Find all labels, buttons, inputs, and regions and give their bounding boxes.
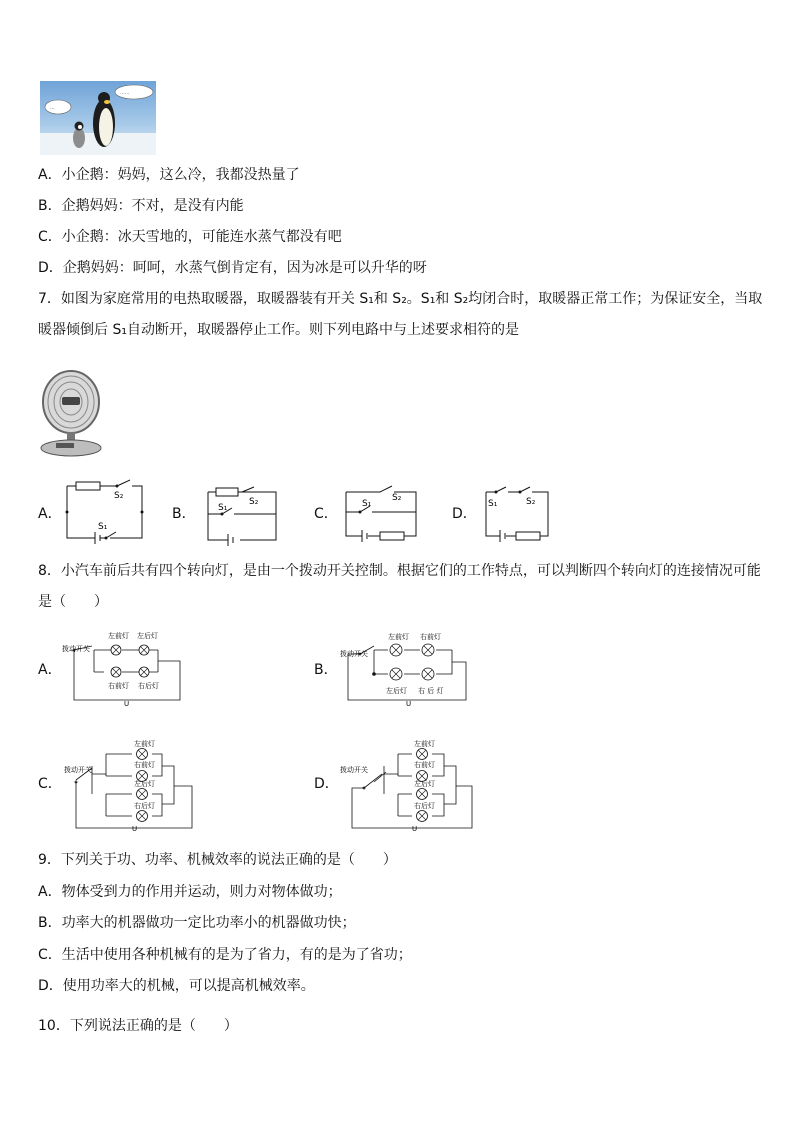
q7-stem-line1: 7．如图为家庭常用的电热取暖器，取暖器装有开关 S₁和 S₂。S₁和 S₂均闭合时，取暖器正常工作；为保证安全，当取 [38, 291, 763, 307]
q9-stem: 9．下列关于功、功率、机械效率的说法正确的是（ ） [38, 852, 397, 868]
q7-option-d-label: D． [452, 506, 477, 522]
q8a-left-rear: 左后灯 [137, 632, 158, 640]
q8c-right-front: 右前灯 [134, 761, 155, 769]
q8-option-a-label: A． [38, 662, 62, 678]
q8d-right-front: 右前灯 [414, 761, 435, 769]
q7d-s1: S₁ [488, 499, 498, 509]
q7-option-a-label: A． [38, 506, 62, 522]
q7-option-c-label: C． [314, 506, 338, 522]
q8-option-d-label: D． [314, 776, 339, 792]
q8d-left-rear: 左后灯 [414, 780, 435, 788]
q6-option-d: D．企鹅妈妈：呵呵，水蒸气倒肯定有，因为冰是可以升华的呀 [38, 260, 427, 276]
q7-circuit-c [340, 484, 420, 550]
q8d-switch: 拨动开关 [340, 766, 368, 774]
q7-stem-line2: 暖器倾倒后 S₁自动断开，取暖器停止工作。则下列电路中与上述要求相符的是 [38, 322, 519, 338]
q7b-s1: S₁ [218, 503, 228, 513]
q8-circuit-d [338, 734, 478, 832]
q8a-switch: 拨动开关 [62, 645, 90, 653]
q7-circuit-a [62, 477, 148, 547]
q8-circuit-a [62, 628, 188, 710]
q8b-right-front: 右前灯 [420, 633, 441, 641]
q7-option-b-label: B． [172, 506, 196, 522]
q8b-switch: 拨动开关 [340, 650, 368, 658]
q8-circuit-b [338, 628, 472, 708]
q7-circuit-b [200, 482, 282, 550]
q7b-s2: S₂ [249, 497, 259, 507]
bubble-left-text: ... [50, 105, 55, 111]
q7a-s2: S₂ [114, 491, 124, 501]
q9-option-b: B．功率大的机器做功一定比功率小的机器做功快； [38, 915, 356, 931]
q8c-left-front: 左前灯 [134, 740, 155, 748]
q8c-switch: 拨动开关 [64, 766, 92, 774]
q8c-u: U [132, 825, 138, 832]
bubble-right-text: ...... [120, 90, 130, 96]
q8b-left-rear: 左后灯 [386, 687, 407, 695]
q8-stem-line1: 8．小汽车前后共有四个转向灯，是由一个拨动开关控制。根据它们的工作特点，可以判断四个转向灯的连接情况可能 [38, 563, 761, 579]
q8b-left-front: 左前灯 [388, 633, 409, 641]
q6-option-c: C．小企鹅：冰天雪地的，可能连水蒸气都没有吧 [38, 229, 342, 245]
q9-option-c: C．生活中使用各种机械有的是为了省力，有的是为了省功； [38, 947, 412, 963]
q8b-right-rear: 右 后 灯 [418, 687, 444, 695]
q8b-u: U [406, 700, 412, 708]
q7-circuit-d [478, 484, 554, 548]
q8-option-c-label: C． [38, 776, 62, 792]
q7d-s2: S₂ [526, 497, 536, 507]
q8c-left-rear: 左后灯 [134, 780, 155, 788]
q8c-right-rear: 右后灯 [134, 802, 155, 810]
heater-image [38, 362, 106, 462]
q6-option-a: A．小企鹅：妈妈，这么冷，我都没热量了 [38, 167, 300, 183]
speech-bubble-left [45, 100, 71, 114]
penguin-image [40, 81, 156, 155]
q8a-u: U [124, 700, 130, 708]
q6-option-b: B．企鹅妈妈：不对，是没有内能 [38, 198, 244, 214]
q8-option-b-label: B． [314, 662, 338, 678]
q8a-left-front: 左前灯 [108, 632, 129, 640]
q10-stem: 10．下列说法正确的是（ ） [38, 1018, 238, 1034]
q8a-right-front: 右前灯 [108, 682, 129, 690]
q8-stem-line2: 是（ ） [38, 594, 108, 610]
q8a-right-rear: 右后灯 [138, 682, 159, 690]
q8d-left-front: 左前灯 [414, 740, 435, 748]
q7c-s2: S₂ [392, 493, 402, 503]
q9-option-d: D．使用功率大的机械，可以提高机械效率。 [38, 978, 315, 994]
q8d-u: U [412, 825, 418, 832]
q8-circuit-c [62, 734, 200, 832]
q9-option-a: A．物体受到力的作用并运动，则力对物体做功； [38, 884, 342, 900]
q8d-right-rear: 右后灯 [414, 802, 435, 810]
q7a-s1: S₁ [98, 522, 108, 532]
q7c-s1: S₁ [362, 499, 372, 509]
